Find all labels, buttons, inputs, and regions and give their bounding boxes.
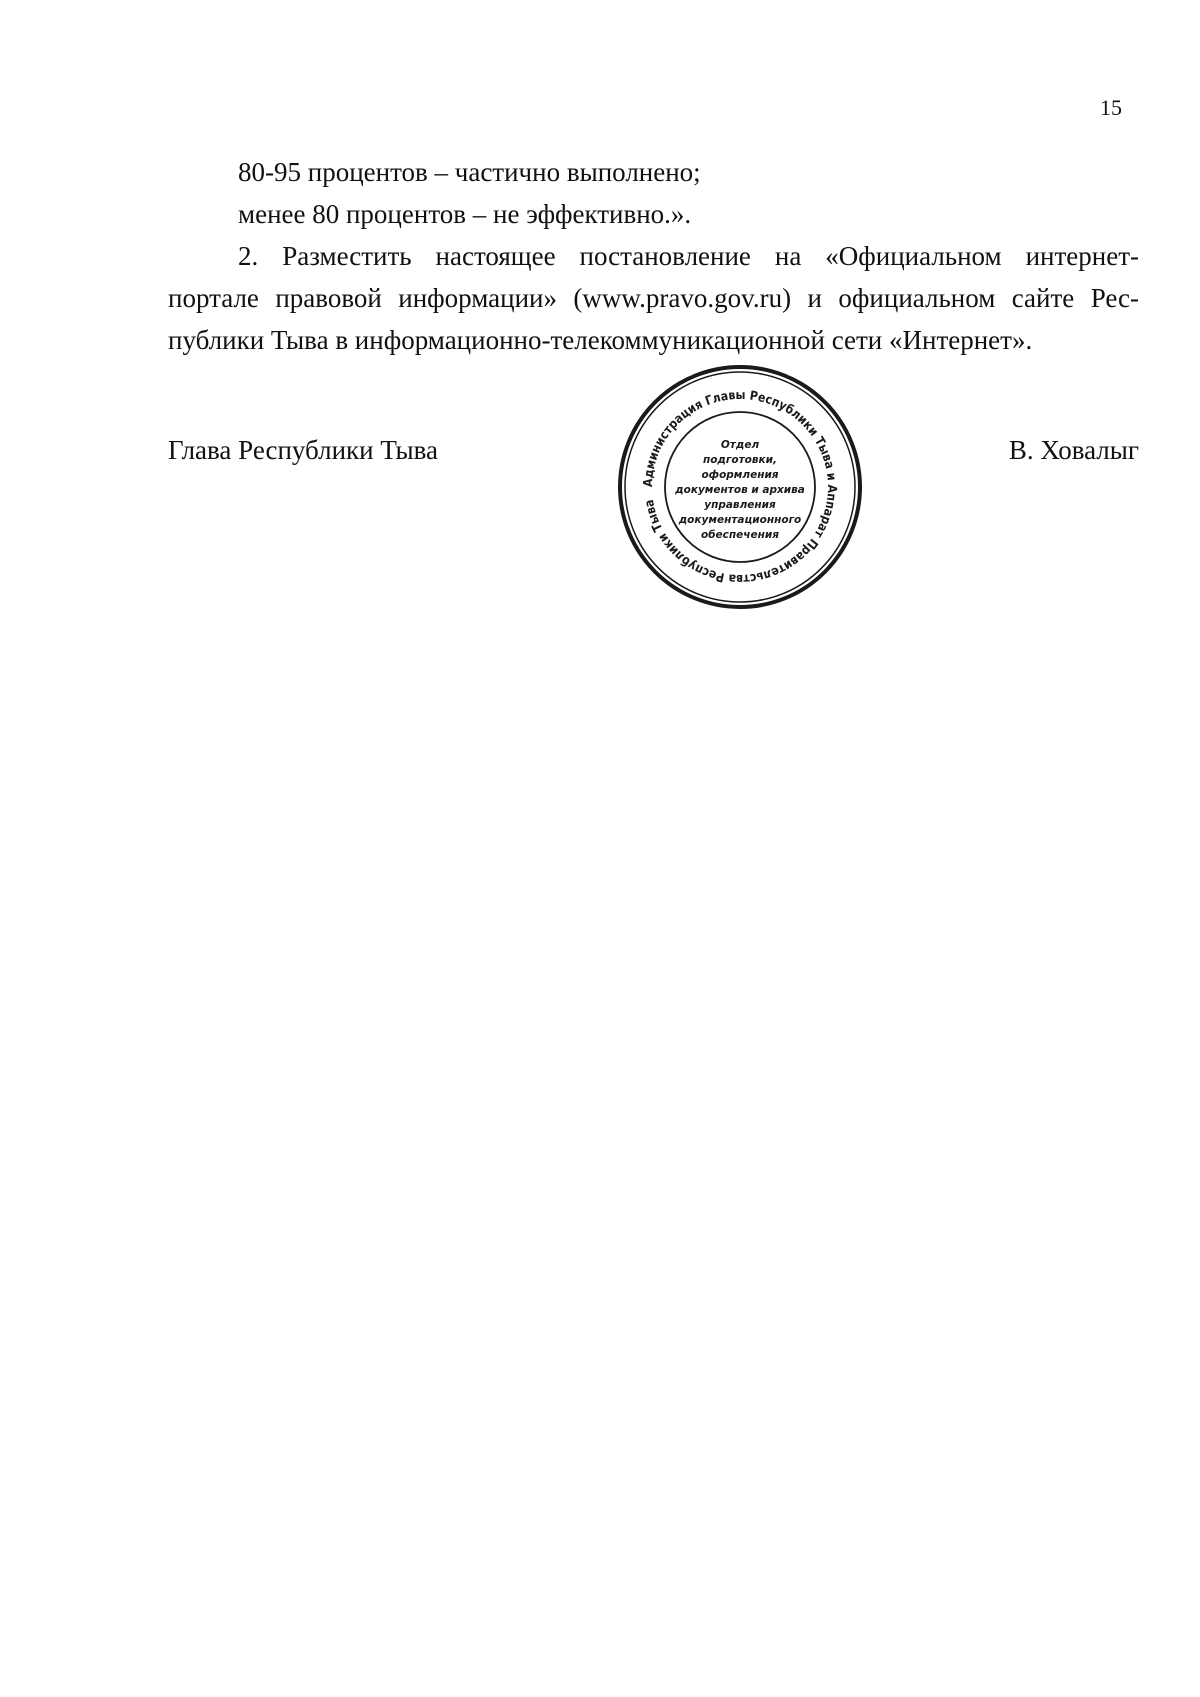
signatory-position: Глава Республики Тыва <box>168 435 439 465</box>
paragraph-2-line-2: портале правовой информации» (www.pravo.gov.ru) и официальном сайте Рес- <box>168 283 1139 313</box>
seal-graphic <box>615 362 865 612</box>
seal-inner-text <box>674 439 805 541</box>
official-seal <box>615 362 865 612</box>
body-line-1: 80-95 процентов – частично выполнено; <box>238 157 701 187</box>
paragraph-2 <box>168 235 1139 361</box>
seal-line-6: документационного <box>678 514 802 526</box>
seal-line-3: оформления <box>701 469 779 481</box>
seal-line-7: обеспечения <box>701 529 779 541</box>
seal-line-1: Отдел <box>720 439 760 451</box>
paragraph-2-line-3: публики Тыва в информационно-телекоммуникационной сети «Интернет». <box>168 325 1033 355</box>
signatory-name: В. Ховалыг <box>1008 435 1139 465</box>
page-number: 15 <box>1100 95 1122 120</box>
body-text <box>168 151 1139 361</box>
seal-line-4: документов и архива <box>675 484 805 496</box>
seal-line-2: подготовки, <box>702 454 778 466</box>
body-line-2: менее 80 процентов – не эффективно.». <box>238 199 692 229</box>
paragraph-2-line-1: 2. Разместить настоящее постановление на «Официальном интернет- <box>238 241 1139 271</box>
seal-line-5: управления <box>704 499 776 511</box>
seal-outer-text: Администрация Главы Республики Тыва и Аппарат Правительства Республики Тыва <box>639 386 841 588</box>
